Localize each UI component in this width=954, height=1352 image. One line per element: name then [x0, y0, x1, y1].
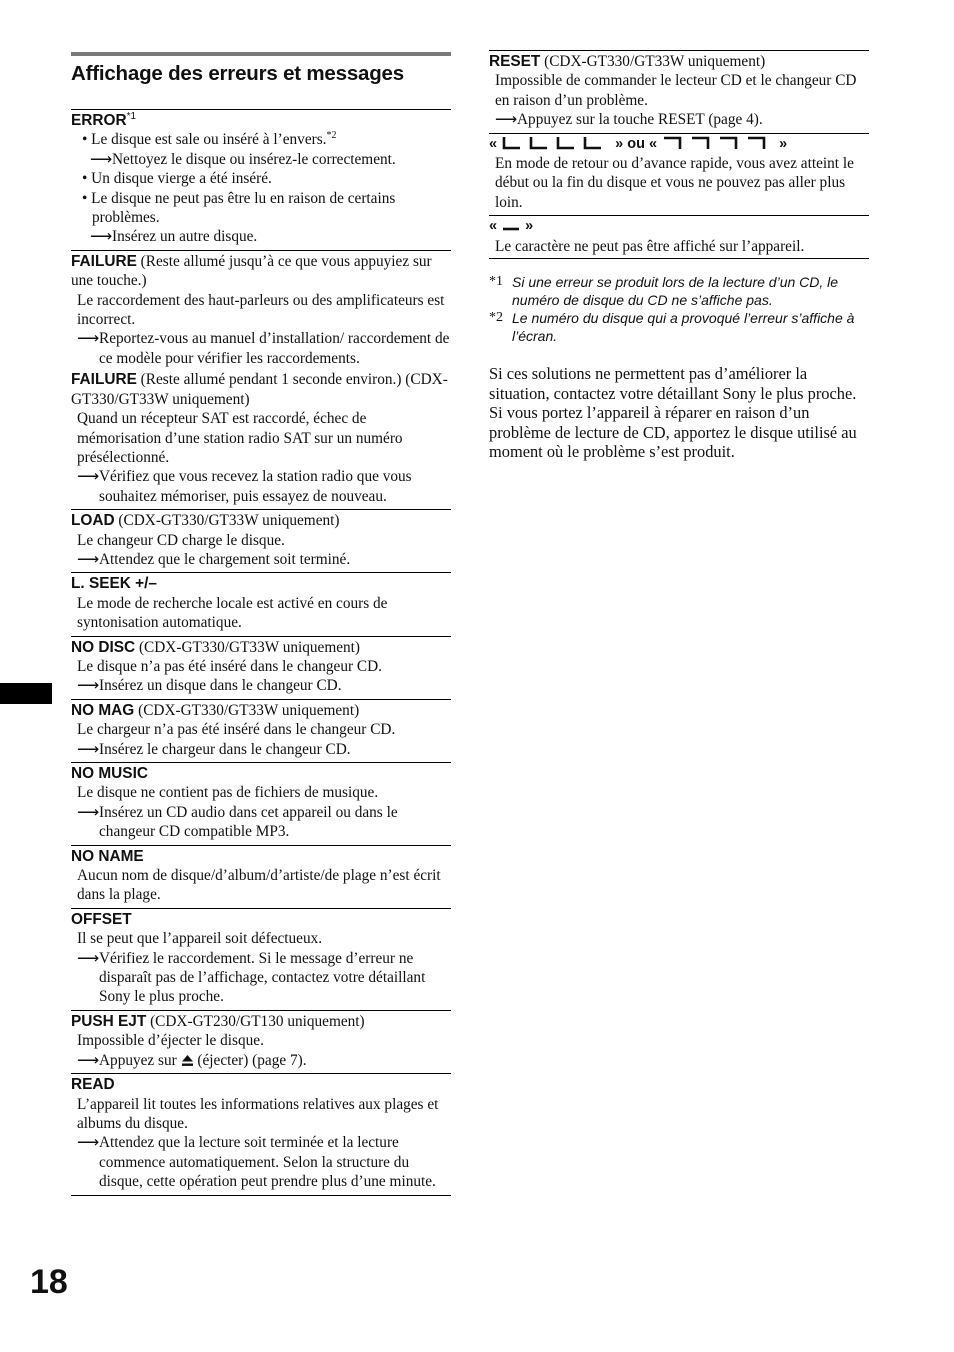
right-arrow-icon: ⟶ — [77, 677, 99, 695]
page-number: 18 — [30, 1263, 68, 1301]
footnote-ref: *2 — [326, 130, 337, 142]
entry-term: FAILURE — [71, 371, 137, 389]
right-arrow-icon: ⟶ — [77, 1134, 99, 1152]
right-arrow-icon: ⟶ — [77, 740, 99, 758]
right-arrow-icon: ⟶ — [77, 1051, 99, 1069]
list-item: • Le disque est sale ou inséré à l’envers.$^{*2}$ — [82, 130, 337, 149]
entry-description: Quand un récepteur SAT est raccordé, échec de mémorisation d’une station radio SAT sur un numéro présélectionné. — [77, 410, 403, 466]
entry-description: Il se peut que l’appareil soit défectueux. — [77, 930, 323, 948]
entry-dash: « » Le caractère ne peut pas être affiché sur l’appareil. — [489, 215, 869, 259]
left-column — [71, 52, 451, 1196]
segment-dash-icon — [501, 218, 521, 232]
entry-segments: « » ou « » En mode de retour ou d’avance rapide, vous avez atteint le début ou la fin du disque et vous ne pouvez pas aller plus loin. — [489, 133, 869, 216]
remedy: ⟶ Nettoyez le disque ou insérez-le correctement. — [90, 150, 396, 168]
list-item: • Le disque ne peut pas être lu en raison de certains problèmes. — [82, 189, 396, 227]
entry-description: Le caractère ne peut pas être affiché sur l’appareil. — [495, 237, 805, 255]
remedy: ⟶ Appuyez sur (éjecter) (page 7). — [77, 1051, 307, 1069]
entry-load — [71, 509, 451, 572]
entry-description: Le disque ne contient pas de fichiers de musique. — [77, 784, 379, 802]
remedy: ⟶ Insérez un CD audio dans cet appareil ou dans le changeur CD compatible MP3. — [77, 803, 398, 841]
right-arrow-icon: ⟶ — [77, 949, 99, 967]
remedy: ⟶ Appuyez sur la touche RESET (page 4). — [495, 111, 763, 129]
entry-term: READ — [71, 1076, 115, 1094]
right-arrow-icon: ⟶ — [77, 468, 99, 486]
segment-top-icon — [661, 136, 775, 150]
entry-term: L. SEEK +/– — [71, 575, 157, 593]
entry-description: Le chargeur n’a pas été inséré dans le changeur CD. — [77, 721, 396, 739]
closing-paragraph: Si vous portez l’appareil à réparer en raison d’un problème de lecture de CD, apportez le disque utilisé au moment où le problème s’est produit. — [489, 403, 857, 462]
closing-paragraph: Si ces solutions ne permettent pas d’améliorer la situation, contactez votre détaillant Sony le plus proche. — [489, 364, 857, 403]
entry-reset — [489, 50, 869, 133]
entry-term: NO MAG — [71, 701, 135, 719]
entry-description: Impossible d’éjecter le disque. — [77, 1032, 264, 1050]
entry-description: Impossible de commander le lecteur CD et le changeur CD en raison d’un problème. — [495, 72, 857, 109]
entry-qualifier: (Reste allumé pendant 1 seconde environ.) (CDX-GT330/GT33W uniquement) — [71, 371, 448, 408]
section-title: Affichage des erreurs et messages — [71, 62, 404, 85]
remedy: ⟶ Attendez que la lecture soit terminée et la lecture commence automatiquement. Selon la structure du disque, cette opération peut prendre plus d’une minute. — [77, 1134, 436, 1191]
remedy: ⟶ Vérifiez que vous recevez la station radio que vous souhaitez mémoriser, puis essayez de nouveau. — [77, 468, 412, 505]
entry-description: Le mode de recherche locale est activé en cours de syntonisation automatique. — [77, 594, 388, 632]
entry-description: Aucun nom de disque/d’album/d’artiste/de plage n’est écrit dans la plage. — [77, 867, 441, 904]
entry-term: FAILURE — [71, 252, 137, 270]
remedy: ⟶ Reportez-vous au manuel d’installation/ raccordement de ce modèle pour vérifier les raccordements. — [77, 330, 450, 367]
entry-qualifier: (CDX-GT330/GT33W uniquement) — [135, 638, 361, 656]
entry-error — [71, 109, 451, 250]
entry-term: OFFSET — [71, 910, 132, 928]
closing-text — [489, 364, 869, 462]
entry-qualifier: (CDX-GT330/GT33W uniquement) — [540, 53, 766, 70]
footnotes — [489, 273, 869, 345]
entry-term: NO MUSIC — [71, 765, 148, 782]
entry-read — [71, 1073, 451, 1195]
entry-no-mag — [71, 699, 451, 762]
entry-no-name — [71, 845, 451, 908]
entry-term: RESET — [489, 53, 541, 70]
entry-description: L’appareil lit toutes les informations relatives aux plages et albums du disque. — [77, 1095, 439, 1132]
entry-push-ejt — [71, 1010, 451, 1073]
entry-no-music — [71, 762, 451, 845]
remedy: ⟶ Insérez un disque dans le changeur CD. — [77, 677, 342, 695]
remedy: ⟶ Insérez le chargeur dans le changeur CD. — [77, 740, 351, 758]
entry-offset — [71, 908, 451, 1010]
entry-description: Le raccordement des haut-parleurs ou des amplificateurs est incorrect. — [77, 291, 445, 329]
eject-icon — [181, 1054, 194, 1067]
entry-description: En mode de retour ou d’avance rapide, vous avez atteint le début ou la fin du disque et vous ne pouvez pas aller plus loin. — [495, 155, 854, 211]
right-arrow-icon: ⟶ — [77, 330, 99, 348]
entry-term: NO NAME — [71, 847, 144, 865]
entry-no-disc — [71, 636, 451, 699]
right-arrow-icon: ⟶ — [90, 228, 112, 246]
entry-qualifier: (CDX-GT330/GT33W uniquement) — [114, 512, 340, 530]
remedy: ⟶ Vérifiez le raccordement. Si le message d’erreur ne disparaît pas de l’affichage, contactez votre détaillant Sony le plus proche. — [77, 949, 426, 1006]
title-rule — [71, 52, 451, 56]
entry-term: LOAD — [71, 512, 115, 530]
right-arrow-icon: ⟶ — [77, 550, 99, 568]
right-arrow-icon: ⟶ — [90, 150, 112, 168]
remedy: ⟶ Attendez que le chargement soit terminé. — [77, 550, 351, 568]
chapter-tab — [0, 683, 52, 704]
entry-term: NO DISC — [71, 638, 136, 656]
entry-qualifier: (CDX-GT230/GT130 uniquement) — [146, 1012, 365, 1030]
footnote-ref: *1 — [126, 110, 137, 122]
entry-lseek — [71, 572, 451, 635]
footnote: *1 Si une erreur se produit lors de la lecture d’un CD, le numéro de disque du CD ne s’affiche pas. — [489, 274, 839, 309]
right-arrow-icon: ⟶ — [77, 803, 99, 821]
right-column — [489, 50, 869, 462]
footnote: *2 Le numéro du disque qui a provoqué l’erreur s’affiche à l’écran. — [489, 310, 855, 345]
segment-bottom-icon — [501, 136, 611, 150]
remedy: ⟶ Insérez un autre disque. — [90, 228, 258, 246]
entry-term: PUSH EJT — [71, 1012, 147, 1030]
entry-description: Le changeur CD charge le disque. — [77, 531, 285, 549]
entry-qualifier: (Reste allumé jusqu’à ce que vous appuyiez sur une touche.) — [71, 252, 432, 290]
entry-description: Le disque n’a pas été inséré dans le changeur CD. — [77, 657, 382, 675]
entry-qualifier: (CDX-GT330/GT33W uniquement) — [134, 701, 360, 719]
right-arrow-icon: ⟶ — [495, 111, 517, 129]
list-item: • Un disque vierge a été inséré. — [82, 170, 272, 188]
entry-failure — [71, 250, 451, 509]
entry-term: ERROR — [71, 112, 127, 129]
